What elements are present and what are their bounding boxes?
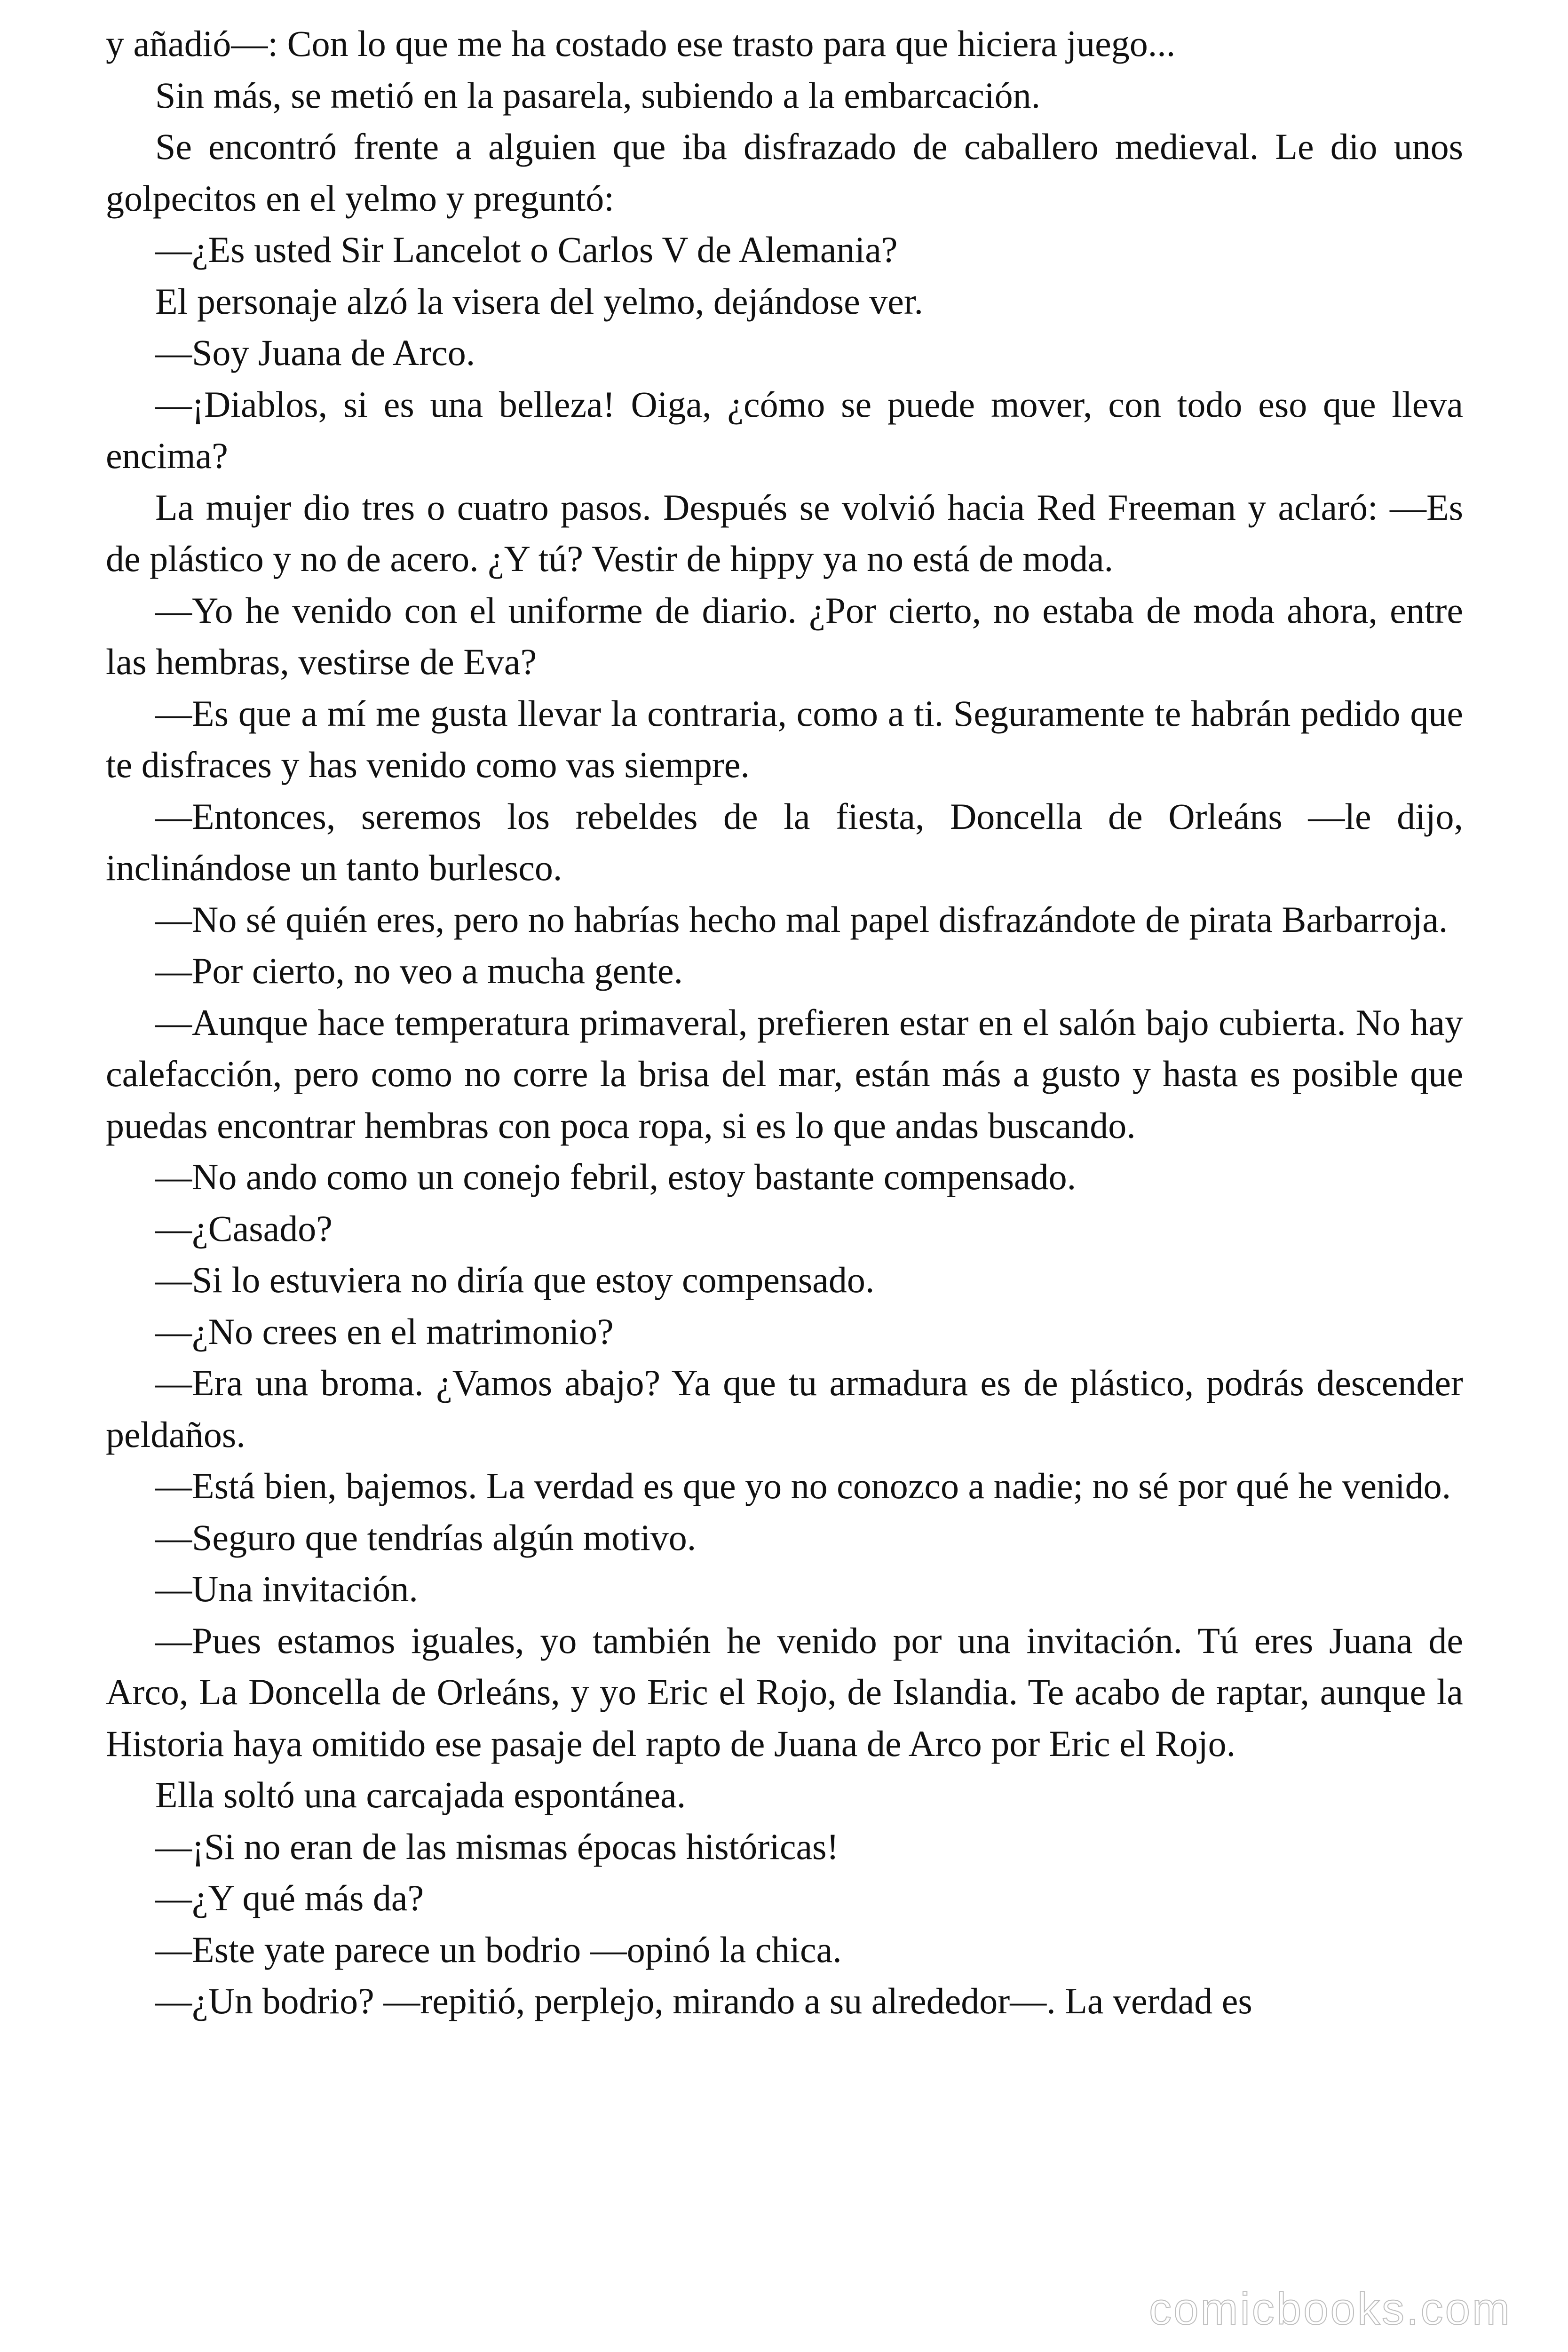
paragraph: Sin más, se metió en la pasarela, subiendo a la embarcación. — [155, 74, 1041, 116]
paragraph: —Entonces, seremos los rebeldes de la fiesta, Doncella de Orleáns —le dijo, inclinándose un tanto burlesco. — [106, 795, 1463, 888]
paragraph: —Yo he venido con el uniforme de diario. ¿Por cierto, no estaba de moda ahora, entre las hembras, vestirse de Eva? — [106, 589, 1463, 682]
paragraph: —¿Es usted Sir Lancelot o Carlos V de Alemania? — [155, 229, 898, 270]
paragraph: —Era una broma. ¿Vamos abajo? Ya que tu armadura es de plástico, podrás descender peldaños. — [106, 1362, 1463, 1455]
paragraph: —Aunque hace temperatura primaveral, prefieren estar en el salón bajo cubierta. No hay calefacción, pero como no corre la brisa del mar, están más a gusto y hasta es posible que puedas encontrar hembras con poca ropa, si es lo que andas buscando. — [106, 1001, 1463, 1146]
paragraph: —Si lo estuviera no diría que estoy compensado. — [155, 1259, 875, 1300]
paragraph: —¿Casado? — [155, 1208, 333, 1249]
paragraph: —Por cierto, no veo a mucha gente. — [155, 950, 683, 991]
paragraph: Se encontró frente a alguien que iba disfrazado de caballero medieval. Le dio unos golpecitos en el yelmo y preguntó: — [106, 126, 1463, 219]
paragraph: —Soy Juana de Arco. — [155, 332, 475, 373]
paragraph: —Este yate parece un bodrio —opinó la chica. — [155, 1929, 842, 1970]
paragraph: —Seguro que tendrías algún motivo. — [155, 1517, 697, 1558]
paragraph: —Pues estamos iguales, yo también he venido por una invitación. Tú eres Juana de Arco, La Doncella de Orleáns, y yo Eric el Rojo, de Islandia. Te acabo de raptar, aunque la Historia haya omitido ese pasaje del rapto de Juana de Arco por Eric el Rojo. — [106, 1620, 1463, 1764]
paragraph: La mujer dio tres o cuatro pasos. Después se volvió hacia Red Freeman y aclaró: —Es de plástico y no de acero. ¿Y tú? Vestir de hippy ya no está de moda. — [106, 486, 1463, 579]
paragraph: —Está bien, bajemos. La verdad es que yo no conozco a nadie; no sé por qué he venido. — [155, 1465, 1451, 1506]
paragraph: —¡Diablos, si es una belleza! Oiga, ¿cómo se puede mover, con todo eso que lleva encima? — [106, 383, 1463, 476]
watermark: comicbooks.com — [1149, 2284, 1512, 2334]
paragraph: —Es que a mí me gusta llevar la contraria, como a ti. Seguramente te habrán pedido que te disfraces y has venido como vas siempre. — [106, 692, 1463, 785]
paragraph: —¡Si no eran de las mismas épocas históricas! — [155, 1826, 839, 1867]
paragraph: —No ando como un conejo febril, estoy bastante compensado. — [155, 1156, 1077, 1197]
paragraph: Ella soltó una carcajada espontánea. — [155, 1774, 686, 1815]
page-text — [106, 18, 1463, 2027]
paragraph: El personaje alzó la visera del yelmo, dejándose ver. — [155, 280, 924, 322]
paragraph: —¿Un bodrio? —repitió, perplejo, mirando a su alrededor—. La verdad es — [155, 1980, 1252, 2021]
paragraph: —No sé quién eres, pero no habrías hecho mal papel disfrazándote de pirata Barbarroja. — [155, 898, 1448, 940]
paragraph: —Una invitación. — [155, 1568, 418, 1609]
paragraph: —¿No crees en el matrimonio? — [155, 1311, 614, 1352]
paragraph: —¿Y qué más da? — [155, 1877, 424, 1918]
paragraph: y añadió—: Con lo que me ha costado ese trasto para que hiciera juego... — [106, 23, 1176, 64]
